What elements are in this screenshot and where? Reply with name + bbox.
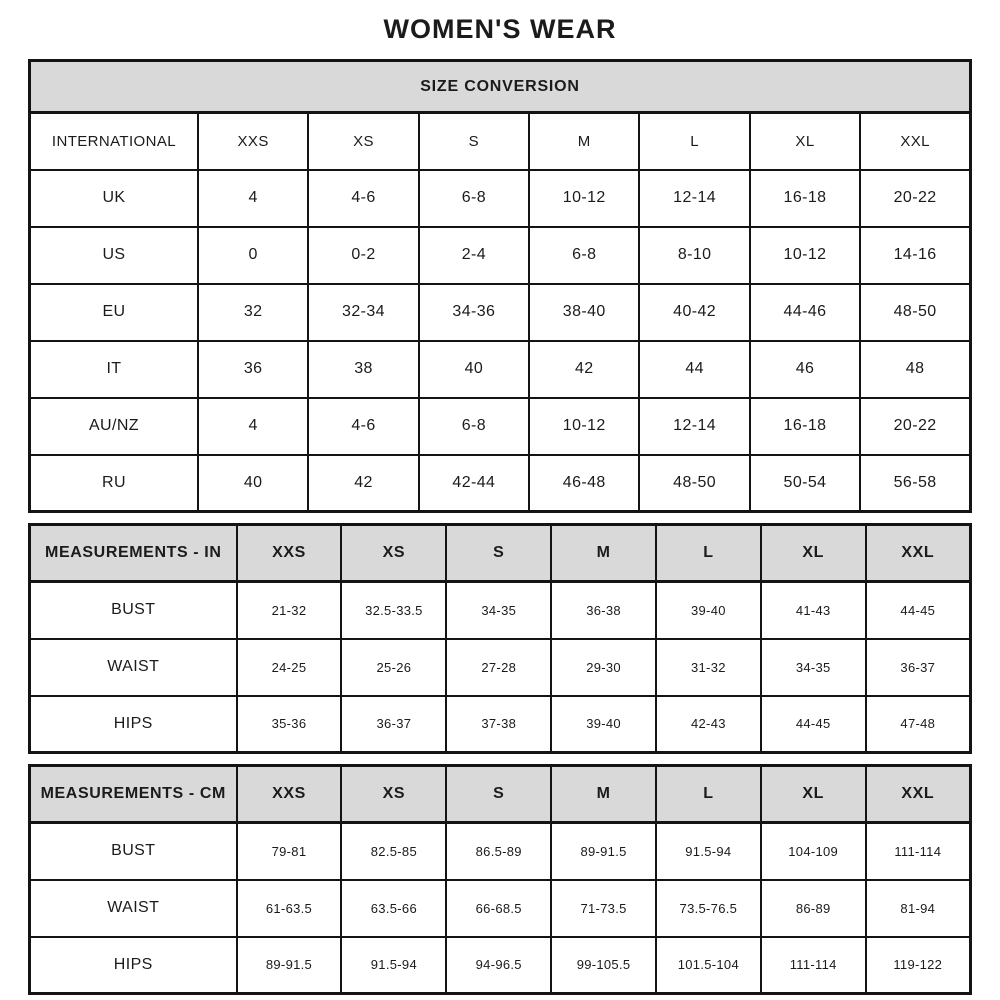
size-cell: 14-16 <box>860 227 970 284</box>
size-cell: 2-4 <box>419 227 529 284</box>
column-header-s: S <box>446 766 551 823</box>
column-header-xxl: XXL <box>866 766 971 823</box>
table-row-hips-in <box>30 696 971 753</box>
measurement-cell: 25-26 <box>341 639 446 696</box>
size-cell: 34-36 <box>419 284 529 341</box>
size-cell: 36 <box>198 341 308 398</box>
measurement-cell: 39-40 <box>551 696 656 753</box>
column-header-xl: XL <box>761 766 866 823</box>
row-label: IT <box>30 341 198 398</box>
size-cell: 10-12 <box>529 170 639 227</box>
size-cell: 4 <box>198 170 308 227</box>
table-row-waist-cm <box>30 880 971 937</box>
table-row-hips-cm <box>30 937 971 994</box>
size-cell: 0 <box>198 227 308 284</box>
column-header-xl: XL <box>761 525 866 582</box>
measurement-cell: 44-45 <box>761 696 866 753</box>
measurements-in-title: MEASUREMENTS - IN <box>30 525 237 582</box>
size-cell: 8-10 <box>639 227 749 284</box>
size-cell: 40-42 <box>639 284 749 341</box>
size-cell: 38 <box>308 341 418 398</box>
row-label: HIPS <box>30 696 237 753</box>
measurement-cell: 79-81 <box>237 823 342 880</box>
size-cell: 0-2 <box>308 227 418 284</box>
measurement-cell: 104-109 <box>761 823 866 880</box>
table-row-it <box>30 341 971 398</box>
row-label: EU <box>30 284 198 341</box>
page-title: WOMEN'S WEAR <box>383 14 617 44</box>
size-cell: 44-46 <box>750 284 860 341</box>
column-header-xxl: XXL <box>860 113 970 170</box>
column-header-xxs: XXS <box>237 525 342 582</box>
size-cell: 20-22 <box>860 170 970 227</box>
size-cell: 42 <box>529 341 639 398</box>
measurement-cell: 63.5-66 <box>341 880 446 937</box>
measurement-cell: 36-37 <box>866 639 971 696</box>
measurement-cell: 39-40 <box>656 582 761 639</box>
column-header-l: L <box>639 113 749 170</box>
column-header-l: L <box>656 525 761 582</box>
measurement-cell: 86.5-89 <box>446 823 551 880</box>
row-label: UK <box>30 170 198 227</box>
measurement-cell: 34-35 <box>761 639 866 696</box>
row-label: BUST <box>30 582 237 639</box>
measurement-cell: 111-114 <box>761 937 866 994</box>
size-cell: 48-50 <box>639 455 749 512</box>
size-cell: 32-34 <box>308 284 418 341</box>
size-cell: 44 <box>639 341 749 398</box>
measurement-cell: 61-63.5 <box>237 880 342 937</box>
column-header-xxl: XXL <box>866 525 971 582</box>
table-row-aunz <box>30 398 971 455</box>
row-label: HIPS <box>30 937 237 994</box>
measurement-cell: 66-68.5 <box>446 880 551 937</box>
table-row-bust-in <box>30 582 971 639</box>
measurements-in-table <box>28 523 972 754</box>
measurement-cell: 101.5-104 <box>656 937 761 994</box>
measurement-cell: 89-91.5 <box>551 823 656 880</box>
measurement-cell: 27-28 <box>446 639 551 696</box>
row-label: AU/NZ <box>30 398 198 455</box>
table-row-bust-cm <box>30 823 971 880</box>
measurement-cell: 31-32 <box>656 639 761 696</box>
row-label: BUST <box>30 823 237 880</box>
measurement-cell: 86-89 <box>761 880 866 937</box>
table-row-uk <box>30 170 971 227</box>
size-cell: 4 <box>198 398 308 455</box>
size-cell: 6-8 <box>419 170 529 227</box>
measurement-cell: 36-37 <box>341 696 446 753</box>
size-cell: 38-40 <box>529 284 639 341</box>
measurement-cell: 37-38 <box>446 696 551 753</box>
size-cell: 48-50 <box>860 284 970 341</box>
size-cell: 40 <box>198 455 308 512</box>
measurement-cell: 41-43 <box>761 582 866 639</box>
measurement-cell: 89-91.5 <box>237 937 342 994</box>
measurement-cell: 111-114 <box>866 823 971 880</box>
size-cell: 32 <box>198 284 308 341</box>
column-header-m: M <box>551 525 656 582</box>
measurement-cell: 24-25 <box>237 639 342 696</box>
measurements-cm-title: MEASUREMENTS - CM <box>30 766 237 823</box>
measurement-cell: 32.5-33.5 <box>341 582 446 639</box>
measurement-cell: 35-36 <box>237 696 342 753</box>
size-cell: 46-48 <box>529 455 639 512</box>
measurement-cell: 71-73.5 <box>551 880 656 937</box>
size-conversion-table <box>28 59 972 513</box>
measurement-cell: 47-48 <box>866 696 971 753</box>
column-header-s: S <box>419 113 529 170</box>
size-cell: 6-8 <box>419 398 529 455</box>
size-cell: 12-14 <box>639 398 749 455</box>
measurement-cell: 91.5-94 <box>656 823 761 880</box>
measurement-cell: 82.5-85 <box>341 823 446 880</box>
table-row-us <box>30 227 971 284</box>
table-row-waist-in <box>30 639 971 696</box>
size-cell: 40 <box>419 341 529 398</box>
row-label: WAIST <box>30 639 237 696</box>
measurement-cell: 94-96.5 <box>446 937 551 994</box>
size-cell: 50-54 <box>750 455 860 512</box>
column-header-xs: XS <box>308 113 418 170</box>
column-header-m: M <box>551 766 656 823</box>
measurement-cell: 42-43 <box>656 696 761 753</box>
measurement-cell: 36-38 <box>551 582 656 639</box>
size-cell: 12-14 <box>639 170 749 227</box>
size-cell: 46 <box>750 341 860 398</box>
table-row-eu <box>30 284 971 341</box>
measurement-cell: 119-122 <box>866 937 971 994</box>
row-label: US <box>30 227 198 284</box>
column-header-row <box>30 113 971 170</box>
measurements-cm-table <box>28 764 972 995</box>
measurement-cell: 81-94 <box>866 880 971 937</box>
row-label: WAIST <box>30 880 237 937</box>
table-row-ru <box>30 455 971 512</box>
measurement-cell: 29-30 <box>551 639 656 696</box>
size-cell: 48 <box>860 341 970 398</box>
size-cell: 42 <box>308 455 418 512</box>
column-header-xxs: XXS <box>198 113 308 170</box>
measurement-cell: 34-35 <box>446 582 551 639</box>
measurement-cell: 99-105.5 <box>551 937 656 994</box>
measurement-cell: 44-45 <box>866 582 971 639</box>
size-cell: 16-18 <box>750 398 860 455</box>
measurement-cell: 91.5-94 <box>341 937 446 994</box>
column-header-m: M <box>529 113 639 170</box>
size-conversion-title: SIZE CONVERSION <box>30 61 971 113</box>
size-cell: 4-6 <box>308 398 418 455</box>
column-header-l: L <box>656 766 761 823</box>
size-cell: 16-18 <box>750 170 860 227</box>
row-label: RU <box>30 455 198 512</box>
column-header-s: S <box>446 525 551 582</box>
size-cell: 6-8 <box>529 227 639 284</box>
size-cell: 10-12 <box>529 398 639 455</box>
column-header-row <box>30 525 971 582</box>
measurement-cell: 73.5-76.5 <box>656 880 761 937</box>
column-header-row <box>30 766 971 823</box>
size-cell: 56-58 <box>860 455 970 512</box>
column-header-xxs: XXS <box>237 766 342 823</box>
table-banner-row <box>30 61 971 113</box>
column-header-xs: XS <box>341 766 446 823</box>
size-cell: 4-6 <box>308 170 418 227</box>
column-header-international: INTERNATIONAL <box>30 113 198 170</box>
column-header-xl: XL <box>750 113 860 170</box>
column-header-xs: XS <box>341 525 446 582</box>
size-cell: 42-44 <box>419 455 529 512</box>
size-cell: 10-12 <box>750 227 860 284</box>
size-cell: 20-22 <box>860 398 970 455</box>
measurement-cell: 21-32 <box>237 582 342 639</box>
